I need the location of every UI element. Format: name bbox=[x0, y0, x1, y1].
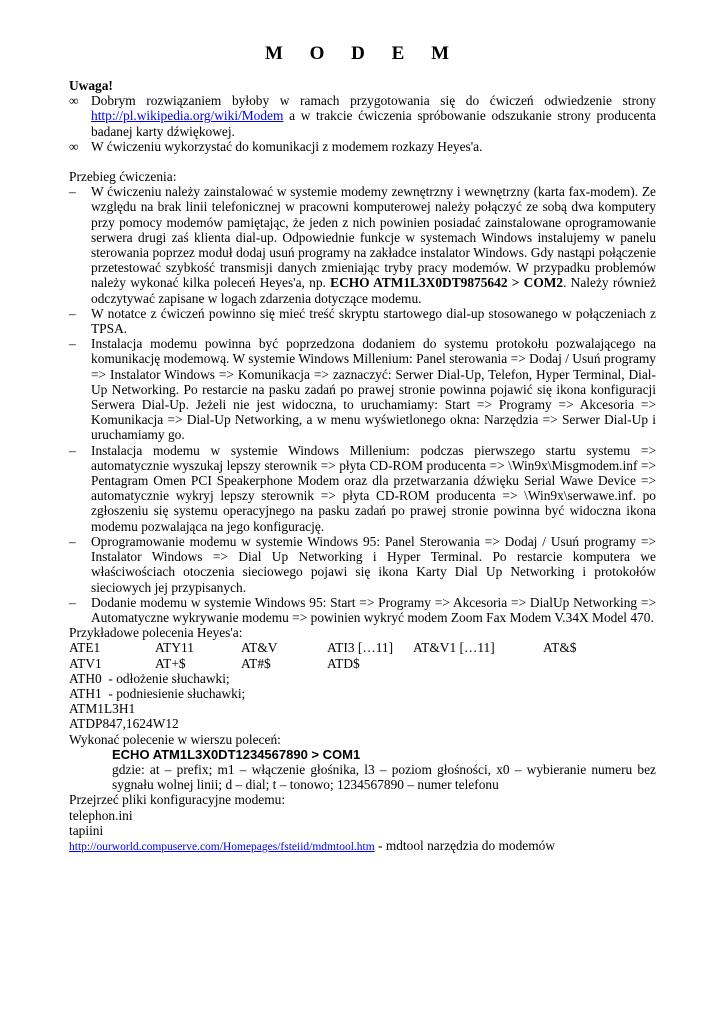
config-file-tapiini: tapiini bbox=[69, 822, 104, 838]
dash-bullet-icon: – bbox=[69, 594, 76, 610]
przebieg-heading: Przebieg ćwiczenia: bbox=[69, 169, 177, 185]
uwaga-bullet-1-text-post: a w trakcie ćwiczenia spróbowanie odszukanie strony producenta badanej karty dźwiękowej. bbox=[91, 108, 656, 139]
config-file-telephon: telephon.ini bbox=[69, 807, 133, 823]
command-ath0: ATH0 - odłożenie słuchawki; bbox=[69, 670, 230, 686]
przebieg-item-5-text: Oprogramowanie modemu w systemie Windows 95: Panel Sterowania => Dodaj / Usuń programy => Instalator Windows => Dial Up Networking i Hyper Terminal. Po restarcie komputera we właściwościach otoczenia sieciowego pojawi się ikona Karty Dial Up Networking i protokołów sieciowych jej przypisanych. bbox=[91, 533, 656, 595]
execute-command: ECHO ATM1L3X0DT1234567890 > COM1 bbox=[112, 746, 361, 762]
command-cell: AT&V1 […11] bbox=[413, 640, 495, 656]
echo-command-com2: ECHO ATM1L3X0DT9875642 > COM2 bbox=[330, 275, 564, 291]
command-atm: ATM1L3H1 bbox=[69, 701, 136, 717]
przebieg-item-3 bbox=[69, 336, 656, 442]
execute-explanation: gdzie: at – prefix; m1 – włączenie głośnika, l3 – poziom głośności, x0 – wybieranie numeru bez sygnału wolnej linii; d – dial; t – tonowo; 1234567890 – numer telefonu bbox=[112, 761, 656, 793]
uwaga-bullet-1-text: Dobrym rozwiązaniem byłoby w ramach przygotowania się do ćwiczeń odwiedzenie strony bbox=[91, 93, 656, 109]
commands-heading: Przykładowe polecenia Heyes'a: bbox=[69, 625, 243, 641]
commands-row-1 bbox=[69, 640, 656, 655]
dash-bullet-icon: – bbox=[69, 305, 76, 321]
dash-bullet-icon: – bbox=[69, 442, 76, 458]
dash-bullet-icon: – bbox=[69, 336, 76, 352]
przebieg-item-3-text: Instalacja modemu powinna być poprzedzona dodaniem do systemu protokołu pozwalającego na komunikację modemową. W systemie Windows Millenium: Panel sterowania => Dodaj / Usuń programy => Instalator Windows => Komunikacja => zaznaczyć: Serwer Dial-Up, Telefon, Hyper Terminal, Dial-Up Networking. Po restarcie na pasku zadań po prawej stronie powinna pojawić się ikona konfiguracji Serwera Dial-Up. Jeżeli nie jest widoczna, to uruchamiamy: Start => Programy => Akcesoria => Komunikacja => Dial-Up Networking, a w menu wyświetlonego okna: Narzędzia => Serwer Dial-Up i uruchamiamy go. bbox=[91, 336, 656, 443]
przebieg-item-6-text: Dodanie modemu w systemie Windows 95: Start => Programy => Akcesoria => DialUp Networking => Automatyczne wykrywanie modemu => powinien wykryć modem Zoom Fax Modem V.34X Model 470. bbox=[91, 594, 656, 625]
dash-bullet-icon: – bbox=[69, 184, 76, 200]
spacer bbox=[69, 154, 656, 169]
command-cell: ATD$ bbox=[327, 655, 360, 671]
command-ath1: ATH1 - podniesienie słuchawki; bbox=[69, 685, 246, 701]
mdmtool-link[interactable]: http://ourworld.compuserve.com/Homepages/fsteiid/mdmtool.htm bbox=[69, 840, 375, 853]
przebieg-item-6 bbox=[69, 595, 656, 625]
uwaga-bullet-2 bbox=[69, 139, 656, 154]
przebieg-item-2-text: W notatce z ćwiczeń powinno się mieć treść skryptu startowego dial-up stosowanego w połączeniach z TPSA. bbox=[91, 305, 656, 337]
uwaga-heading: Uwaga! bbox=[69, 78, 113, 93]
command-cell: AT&$ bbox=[543, 640, 577, 656]
mdmtool-line bbox=[69, 838, 656, 855]
uwaga-bullet-1 bbox=[69, 93, 656, 139]
uwaga-bullet-2-text: W ćwiczeniu wykorzystać do komunikacji z modemem rozkazy Heyes'a. bbox=[91, 138, 483, 154]
command-cell: AT#$ bbox=[241, 655, 271, 671]
document-page bbox=[69, 44, 656, 855]
przebieg-item-1-text: W ćwiczeniu należy zainstalować w systemie modemy zewnętrzny i wewnętrzny (karta fax-modem). Ze względu na brak linii telefonicznej w pracowni komputerowej należy połączyć ze sobą dwa komputery przy pomocy modemów pamiętając, że jeden z nich powinien posiadać zainstalowane oprogramowanie serwera drugi zaś klienta dial-up. Odpowiednie funkcje w systemach Windows instalujemy w panelu sterowania poprzez moduł dodaj usuń programy na zakładce instalator Windows. Gdy nastąpi połączenie przetestować szybkość transmisji danych zmieniając tryby pracy modemów. W przypadku problemów należy wykonać kilka poleceń Heyes'a, np. bbox=[91, 184, 656, 291]
przebieg-item-2 bbox=[69, 306, 656, 336]
commands-row-2 bbox=[69, 656, 656, 671]
command-atdp: ATDP847,1624W12 bbox=[69, 716, 179, 732]
page-title: M O D E M bbox=[264, 43, 461, 64]
przebieg-item-4 bbox=[69, 443, 656, 534]
command-cell: ATI3 […11] bbox=[327, 640, 394, 656]
mdmtool-description: - mdtool narzędzia do modemów bbox=[374, 837, 556, 853]
przebieg-item-5 bbox=[69, 534, 656, 595]
wikipedia-modem-link[interactable]: http://pl.wikipedia.org/wiki/Modem bbox=[91, 108, 284, 124]
przebieg-item-1 bbox=[69, 184, 656, 306]
command-cell: ATV1 bbox=[69, 655, 102, 671]
command-cell: ATY11 bbox=[155, 640, 194, 656]
command-cell: AT+$ bbox=[155, 655, 186, 671]
dash-bullet-icon: – bbox=[69, 533, 76, 549]
config-label: Przejrzeć pliki konfiguracyjne modemu: bbox=[69, 792, 286, 808]
infinity-bullet-icon: ∞ bbox=[69, 138, 79, 154]
infinity-bullet-icon: ∞ bbox=[69, 93, 79, 109]
przebieg-item-1-text-post: . Należy również odczytywać zapisane w logach zdarzenia dotyczące modemu. bbox=[91, 275, 656, 306]
execute-label: Wykonać polecenie w wierszu poleceń: bbox=[69, 731, 281, 747]
przebieg-item-4-text: Instalacja modemu w systemie Windows Millenium: podczas pierwszego startu systemu => automatycznie wyszukaj lepszy sterownik => płyta CD-ROM producenta => \Win9x\Misgmodem.inf => Pentagram Omen PCI Speakerphone Modem oraz dla przetwarzania dźwięku Serial Wawe Device => automatycznie wykryj lepszy sterownik => płyta CD-ROM producenta => \Win9x\serwawe.inf. po zgłoszeniu się systemu operacyjnego na pasku zadań po prawej stronie powinna być widoczna ikona modemu pozwalająca na jego konfigurację. bbox=[91, 442, 656, 534]
command-cell: ATE1 bbox=[69, 640, 101, 656]
command-cell: AT&V bbox=[241, 640, 278, 656]
